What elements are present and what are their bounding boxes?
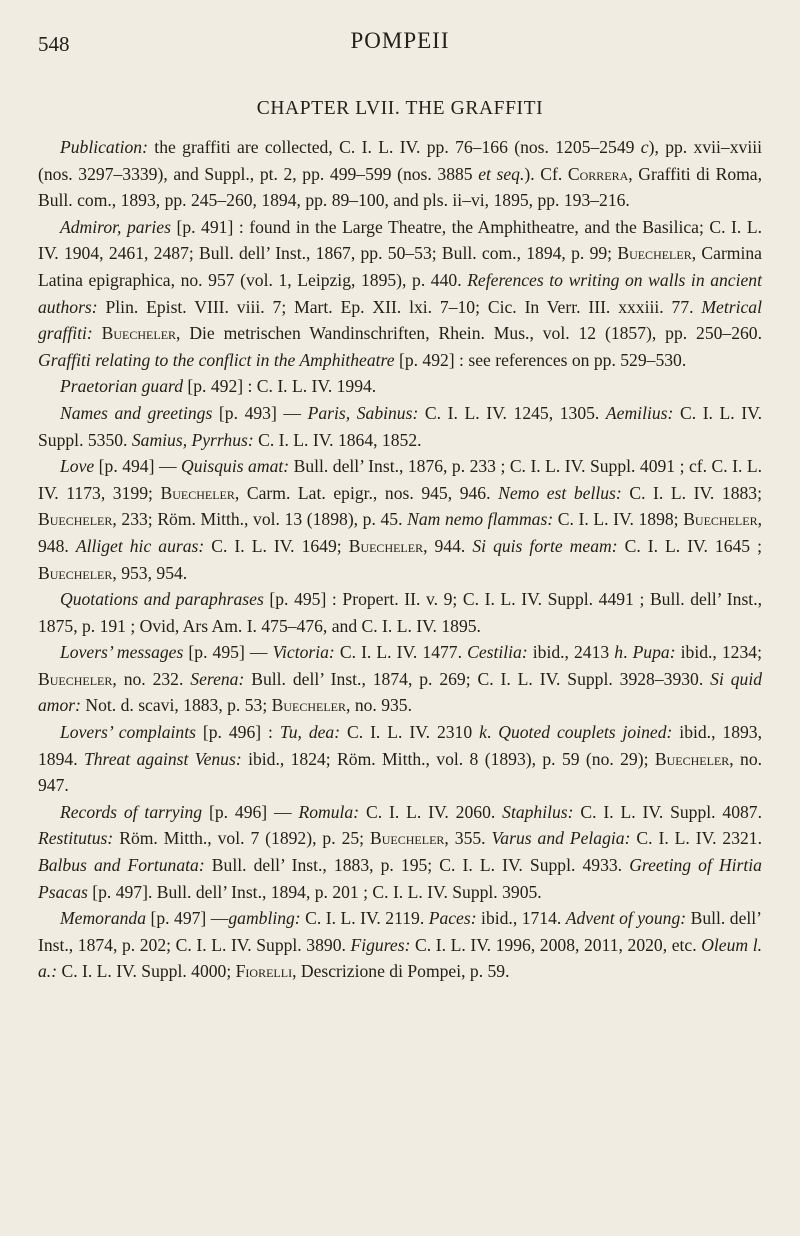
- text-run: Bull. dell’ Inst., 1876, p. 233 ; C. I. L. IV. Suppl. 4091 ; cf. C. I. L. IV. 1173, 3199;: [38, 456, 762, 503]
- italic-text: Paris, Sabinus:: [307, 402, 419, 423]
- text-run: the graffiti are collected, C. I. L. IV. pp. 76–166 (nos. 1205–2549: [147, 137, 641, 157]
- text-run: Plin. Epist. VIII. viii. 7; Mart. Ep. XII. lxi. 7–10; Cic. In Verr. III. xxxiii. 77.: [97, 296, 702, 317]
- text-run: Bull. dell’ Inst., 1874, p. 269; C. I. L. IV. Suppl. 3928–3930.: [244, 668, 711, 689]
- text-run: C. I. L. IV. 1477.: [334, 642, 468, 663]
- italic-text: Metrical graffiti:: [38, 296, 762, 344]
- text-run: , 355.: [444, 828, 492, 849]
- text-run: [p. 495] : Propert. II. v. 9; C. I. L. IV. Suppl. 4491 ; Bull. dell’ Inst., 1875, p. 191 ; Ovid, Ars Am. I. 475–476, and C. I. L. IV. 1895.: [38, 589, 762, 636]
- italic-text: Aemilius:: [605, 402, 674, 423]
- text-run: , 944.: [423, 535, 473, 556]
- italic-text: Varus and Pelagia:: [491, 828, 631, 849]
- author-name: Buecheler: [101, 323, 177, 344]
- text-run: ibid., 1714.: [476, 908, 566, 929]
- italic-text: Alliget hic auras:: [75, 535, 205, 556]
- italic-text: Oleum l. a.:: [38, 934, 762, 982]
- text-run: ), pp. xvii–xviii (nos. 3297–3339), and Suppl., pt. 2, pp. 499–599 (nos. 3885: [38, 137, 762, 184]
- italic-text: Quotations and paraphrases: [60, 589, 264, 610]
- author-name: Buecheler: [271, 695, 347, 716]
- italic-text: Publication:: [60, 137, 148, 157]
- text-run: , Carmina Latina epigraphica, no. 957 (vol. 1, Leipzig, 1895), p. 440.: [38, 243, 762, 290]
- italic-text: Greeting of Hirtia Psacas: [38, 855, 762, 902]
- italic-text: Paces:: [428, 908, 477, 929]
- italic-text: Romula:: [298, 801, 360, 822]
- italic-text: Graffiti relating to the conflict in the Amphitheatre: [38, 349, 395, 370]
- italic-text: Nemo est bellus:: [498, 482, 622, 503]
- body-text: [38, 134, 762, 985]
- text-run: , Descrizione di Pompei, p. 59.: [292, 961, 510, 982]
- author-name: Correra: [567, 163, 629, 184]
- text-run: Not. d. scavi, 1883, p. 53;: [81, 695, 272, 716]
- text-run: C. I. L. IV. 1649;: [204, 535, 349, 556]
- author-name: Buecheler: [38, 668, 113, 689]
- text-run: [p. 497] —: [146, 908, 229, 929]
- text-run: ibid., 1234;: [675, 642, 762, 663]
- text-run: C. I. L. IV. 2310: [340, 722, 480, 743]
- author-name: Buecheler: [617, 243, 692, 264]
- text-run: C. I. L. IV. 2060.: [359, 801, 503, 822]
- paragraph: [38, 719, 762, 799]
- italic-text: Lovers’ messages: [60, 642, 184, 663]
- author-name: Buecheler: [348, 535, 424, 556]
- italic-text: Restitutus:: [38, 828, 114, 849]
- text-run: , 953, 954.: [112, 562, 188, 583]
- italic-text: Serena:: [190, 668, 245, 689]
- text-run: , no. 232.: [112, 668, 191, 689]
- italic-text: Praetorian guard: [60, 376, 183, 397]
- italic-text: Samius, Pyrrhus:: [131, 429, 254, 450]
- text-run: C. I. L. IV. 1864, 1852.: [253, 429, 422, 450]
- italic-text: Pupa:: [632, 642, 676, 663]
- text-run: Röm. Mitth., vol. 7 (1892), p. 25;: [113, 828, 371, 849]
- author-name: Fiorelli: [235, 961, 293, 982]
- text-run: C. I. L. IV. 2119.: [300, 908, 429, 929]
- author-name: Buecheler: [160, 482, 235, 503]
- text-run: , 948.: [38, 509, 762, 556]
- running-head: POMPEII: [350, 28, 450, 53]
- italic-text: Names and greetings: [60, 402, 213, 423]
- italic-text: h: [614, 642, 624, 663]
- text-run: , no. 947.: [38, 748, 763, 796]
- paragraph: [38, 134, 762, 214]
- italic-text: Threat against Venus:: [83, 748, 242, 769]
- italic-text: Lovers’ complaints: [60, 722, 196, 743]
- text-run: ibid., 2413: [527, 642, 615, 663]
- italic-text: Records of tarrying: [60, 801, 203, 822]
- text-run: C. I. L. IV. 1645 ;: [617, 535, 763, 556]
- italic-text: gambling:: [228, 908, 301, 929]
- text-run: C. I. L. IV. Suppl. 5350.: [38, 402, 762, 450]
- paragraph: [38, 214, 762, 374]
- italic-text: Nam nemo flammas:: [407, 509, 554, 530]
- paragraph: [38, 639, 762, 719]
- italic-text: Staphilus:: [502, 801, 574, 822]
- page-header: [38, 22, 762, 62]
- text-run: .: [486, 722, 499, 743]
- italic-text: Balbus and Fortunata:: [38, 855, 205, 876]
- italic-text: References to writing on walls in ancient authors:: [38, 269, 762, 317]
- text-run: [p. 492] : C. I. L. IV. 1994.: [183, 376, 377, 397]
- author-name: Buecheler: [38, 562, 113, 583]
- text-run: Bull. dell’ Inst., 1874, p. 202; C. I. L. IV. Suppl. 3890.: [38, 908, 763, 955]
- paragraph: [38, 400, 762, 453]
- italic-text: Admiror, paries: [60, 216, 171, 237]
- text-run: ibid., 1824; Röm. Mitth., vol. 8 (1893), p. 59 (no. 29);: [241, 748, 655, 769]
- italic-text: Memoranda: [60, 908, 147, 929]
- italic-text: Quoted couplets joined:: [498, 722, 673, 743]
- text-run: .: [623, 642, 633, 663]
- paragraph: [38, 453, 762, 586]
- text-run: Bull. dell’ Inst., 1883, p. 195; C. I. L. IV. Suppl. 4933.: [204, 855, 630, 876]
- italic-text: Cestilia:: [467, 642, 528, 663]
- text-run: [p. 496] :: [195, 722, 280, 743]
- text-run: C. I. L. IV. 1245, 1305.: [418, 402, 606, 423]
- italic-text: Advent of young:: [565, 908, 687, 929]
- italic-text: c: [640, 137, 649, 157]
- text-run: , Die metrischen Wandinschriften, Rhein. Mus., vol. 12 (1857), pp. 250–260.: [176, 323, 762, 344]
- italic-text: Tu, dea:: [279, 722, 341, 743]
- text-run: C. I. L. IV. Suppl. 4087.: [573, 801, 763, 822]
- text-run: , Carm. Lat. epigr., nos. 945, 946.: [234, 482, 499, 503]
- text-run: [p. 495] —: [183, 642, 273, 663]
- text-run: , no. 935.: [346, 695, 412, 716]
- text-run: [p. 494] —: [94, 456, 182, 477]
- text-run: C. I. L. IV. 1883;: [621, 482, 762, 503]
- text-run: [93, 323, 102, 343]
- text-run: , 233; Röm. Mitth., vol. 13 (1898), p. 45.: [112, 509, 408, 530]
- chapter-title: CHAPTER LVII. THE GRAFFITI: [256, 98, 544, 119]
- text-run: [p. 496] —: [202, 801, 299, 822]
- text-run: C. I. L. IV. Suppl. 4000;: [57, 961, 236, 982]
- italic-text: k: [479, 722, 487, 743]
- text-run: C. I. L. IV. 2321.: [630, 828, 762, 849]
- text-run: [p. 497]. Bull. dell’ Inst., 1894, p. 201 ; C. I. L. IV. Suppl. 3905.: [87, 881, 542, 902]
- italic-text: Quisquis amat:: [181, 456, 290, 477]
- italic-text: Victoria:: [272, 642, 335, 663]
- paragraph: [38, 373, 762, 400]
- paragraph: [38, 905, 762, 985]
- page-number: 548: [38, 32, 70, 56]
- author-name: Buecheler: [654, 748, 730, 769]
- text-run: , Graffiti di Roma, Bull. com., 1893, pp. 245–260, 1894, pp. 89–100, and pls. ii–vi, 1895, pp. 193–216.: [38, 163, 763, 211]
- text-run: [p. 491] : found in the Large Theatre, the Amphitheatre, and the Basilica; C. I. L. IV. 1904, 2461, 2487; Bull. dell’ Inst., 1867, pp. 50–53; Bull. com., 1894, p. 99;: [38, 216, 762, 264]
- text-run: ). Cf.: [524, 163, 568, 184]
- author-name: Buecheler: [38, 509, 113, 530]
- text-run: C. I. L. IV. 1898;: [553, 509, 684, 530]
- text-run: C. I. L. IV. 1996, 2008, 2011, 2020, etc.: [410, 934, 702, 955]
- italic-text: Si quid amor:: [38, 668, 762, 716]
- author-name: Buecheler: [683, 509, 758, 530]
- italic-text: Love: [60, 456, 95, 477]
- author-name: Buecheler: [370, 828, 445, 849]
- italic-text: Figures:: [350, 934, 411, 955]
- italic-text: et seq.: [478, 163, 525, 184]
- paragraph: [38, 799, 762, 905]
- text-run: [p. 493] —: [212, 402, 308, 423]
- paragraph: [38, 586, 762, 639]
- text-run: ibid., 1893, 1894.: [38, 722, 762, 769]
- text-run: [p. 492] : see references on pp. 529–530.: [394, 349, 687, 370]
- italic-text: Si quis forte meam:: [472, 535, 618, 556]
